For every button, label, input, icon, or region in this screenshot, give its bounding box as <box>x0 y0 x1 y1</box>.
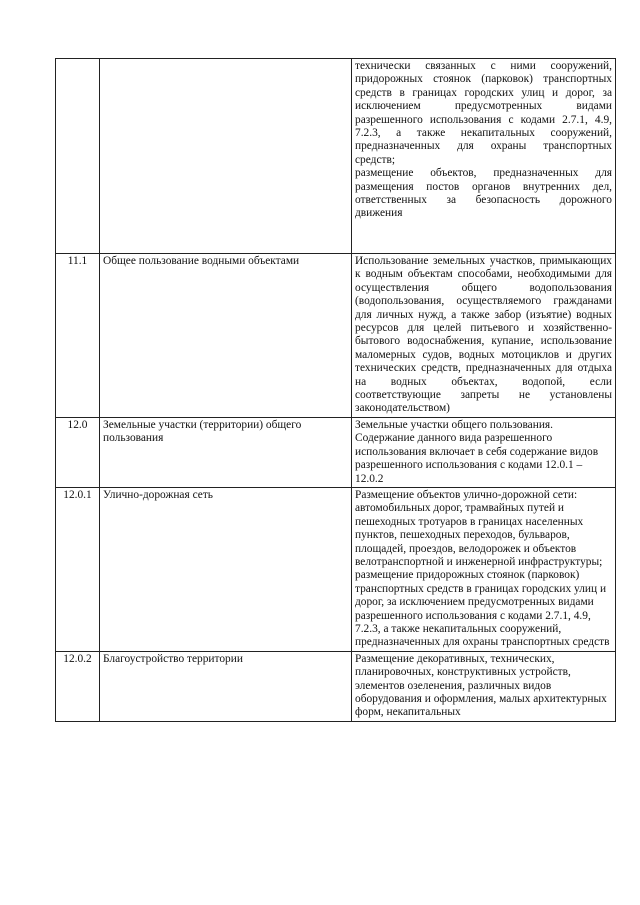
name-cell: Благоустройство территории <box>100 651 352 721</box>
description-paragraph: технически связанных с ними сооружений, придорожных стоянок (парковок) транспортных средств в границах городских улиц и дорог, за исключением предусмотренных видами разрешенного использования с кодами 2.7.1, 4.9, 7.2.3, а также некапитальных сооружений, предназначенных для охраны транспортных средств; <box>355 60 612 166</box>
code-cell: 12.0 <box>56 417 100 487</box>
description-paragraph: Использование земельных участков, примыкающих к водным объектам способами, необходимыми для осуществления общего водопользования (водопользования, осуществляемого гражданами для личных нужд, а также забор (изъятие) водных ресурсов для целей питьевого и хозяйственно-бытового водоснабжения, купание, использование маломерных судов, водных мотоциклов и других технических средств, предназначенных для отдыха на водных объектах, водопой, если соответствующие запреты не установлены законодательством) <box>355 255 612 415</box>
description-paragraph: размещение объектов, предназначенных для размещения постов органов внутренних дел, ответственных за безопасность дорожного движения <box>355 167 612 220</box>
name-cell: Общее пользование водными объектами <box>100 254 352 418</box>
name-cell: Земельные участки (территории) общего пользования <box>100 417 352 487</box>
land-use-table <box>55 58 616 722</box>
table-row <box>56 59 616 254</box>
description-cell <box>352 651 616 721</box>
description-paragraph: Земельные участки общего пользования. Содержание данного вида разрешенного использования включает в себя содержание видов разрешенного использования с кодами 12.0.1 – 12.0.2 <box>355 418 599 485</box>
description-paragraph: Размещение объектов улично-дорожной сети: автомобильных дорог, трамвайных путей и пешеходных тротуаров в границах населенных пунктов, пешеходных переходов, бульваров, площадей, проездов, велодорожек и объектов велотранспортной и инженерной инфраструктуры; размещение придорожных стоянок (парковок) транспортных средств в границах городских улиц и дорог, за исключением предусмотренных видами разрешенного использования с кодами 2.7.1, 4.9, 7.2.3, а также некапитальных сооружений, предназначенных для охраны транспортных средств <box>355 488 610 649</box>
description-cell <box>352 487 616 651</box>
table-row <box>56 651 616 721</box>
table-row <box>56 487 616 651</box>
table-row <box>56 254 616 418</box>
code-cell: 12.0.2 <box>56 651 100 721</box>
description-paragraph: Размещение декоративных, технических, планировочных, конструктивных устройств, элементов озеленения, различных видов оборудования и оформления, малых архитектурных форм, некапитальных <box>355 652 607 719</box>
description-cell <box>352 59 616 254</box>
code-cell: 12.0.1 <box>56 487 100 651</box>
description-cell <box>352 417 616 487</box>
name-cell: Улично-дорожная сеть <box>100 487 352 651</box>
name-cell <box>100 59 352 254</box>
table-row <box>56 417 616 487</box>
code-cell: 11.1 <box>56 254 100 418</box>
description-cell <box>352 254 616 418</box>
code-cell <box>56 59 100 254</box>
